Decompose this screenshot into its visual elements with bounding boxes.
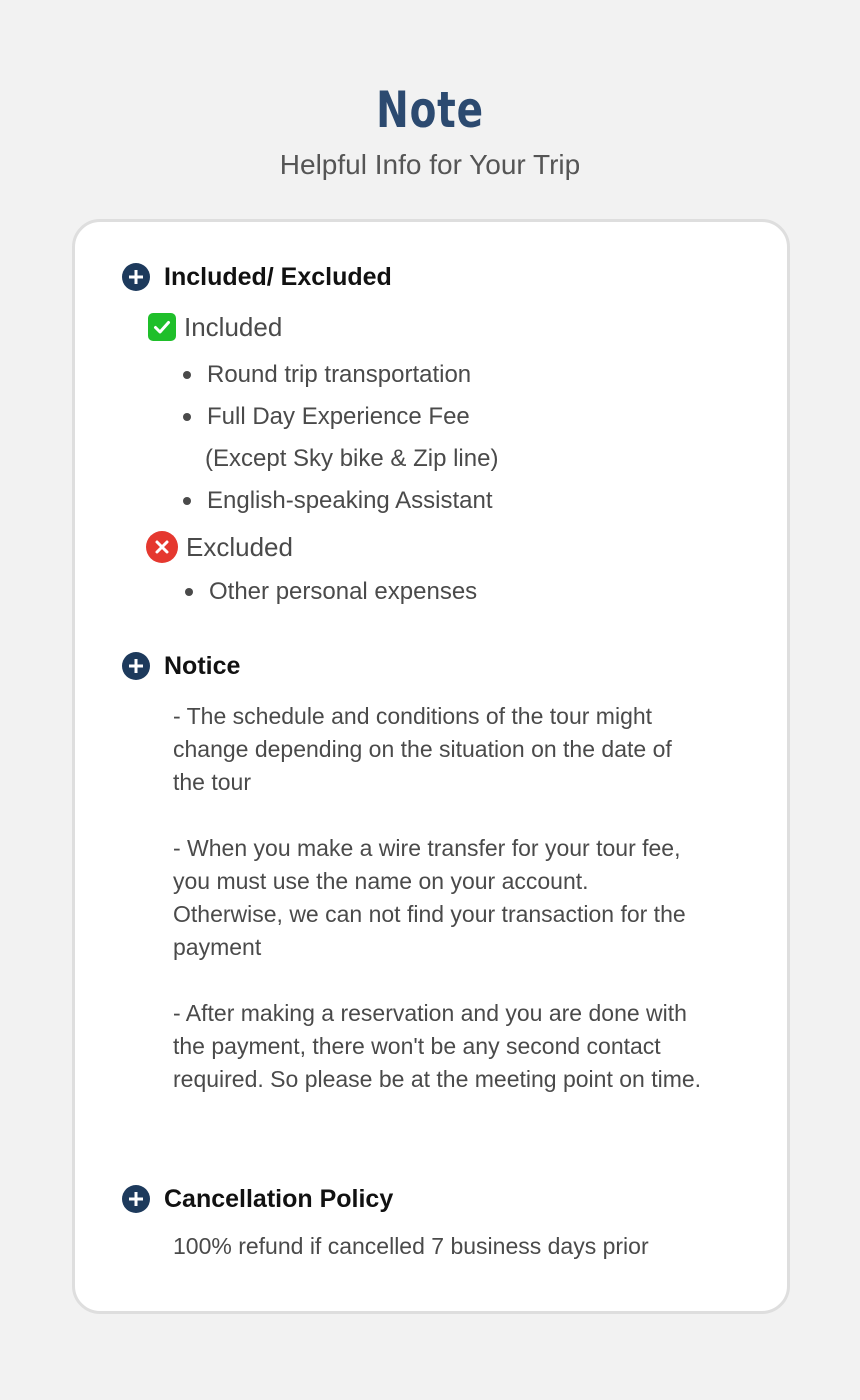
notice-paragraph: - After making a reservation and you are done with the payment, there won't be any second contact required. So please be at the meeting point on time. xyxy=(173,1000,702,1092)
x-circle-icon xyxy=(146,531,178,563)
check-icon xyxy=(148,313,176,341)
included-heading xyxy=(148,312,282,342)
info-card xyxy=(72,219,790,1314)
excluded-label: Excluded xyxy=(186,532,293,562)
list-item: Round trip transportation xyxy=(183,354,498,396)
list-item: English-speaking Assistant xyxy=(183,480,498,522)
list-item: Full Day Experience Fee (Except Sky bike & Zip line) xyxy=(183,396,498,480)
section-notice xyxy=(122,651,240,681)
list-item: Other personal expenses xyxy=(185,571,477,613)
list-item-note: (Except Sky bike & Zip line) xyxy=(205,445,499,472)
section-included-excluded xyxy=(122,262,392,292)
included-label: Included xyxy=(184,312,283,342)
page-header xyxy=(0,78,860,182)
included-list xyxy=(183,354,498,522)
plus-circle-icon xyxy=(122,652,150,680)
section-cancellation xyxy=(122,1184,393,1214)
excluded-heading xyxy=(146,531,293,563)
page-title: Note xyxy=(376,81,484,139)
section-title-cancellation: Cancellation Policy xyxy=(164,1185,394,1213)
excluded-list xyxy=(185,571,477,613)
page-subtitle: Helpful Info for Your Trip xyxy=(279,149,581,180)
plus-circle-icon xyxy=(122,263,150,291)
section-title-notice: Notice xyxy=(164,652,241,680)
plus-circle-icon xyxy=(122,1185,150,1213)
notice-paragraph: - The schedule and conditions of the tour might change depending on the situation on the date of the tour xyxy=(173,703,672,795)
notice-paragraph: - When you make a wire transfer for your tour fee, you must use the name on your account. Otherwise, we can not find your transaction for the payment xyxy=(173,835,686,960)
section-title-included-excluded: Included/ Excluded xyxy=(164,263,392,291)
cancellation-text: 100% refund if cancelled 7 business days prior xyxy=(173,1233,649,1259)
